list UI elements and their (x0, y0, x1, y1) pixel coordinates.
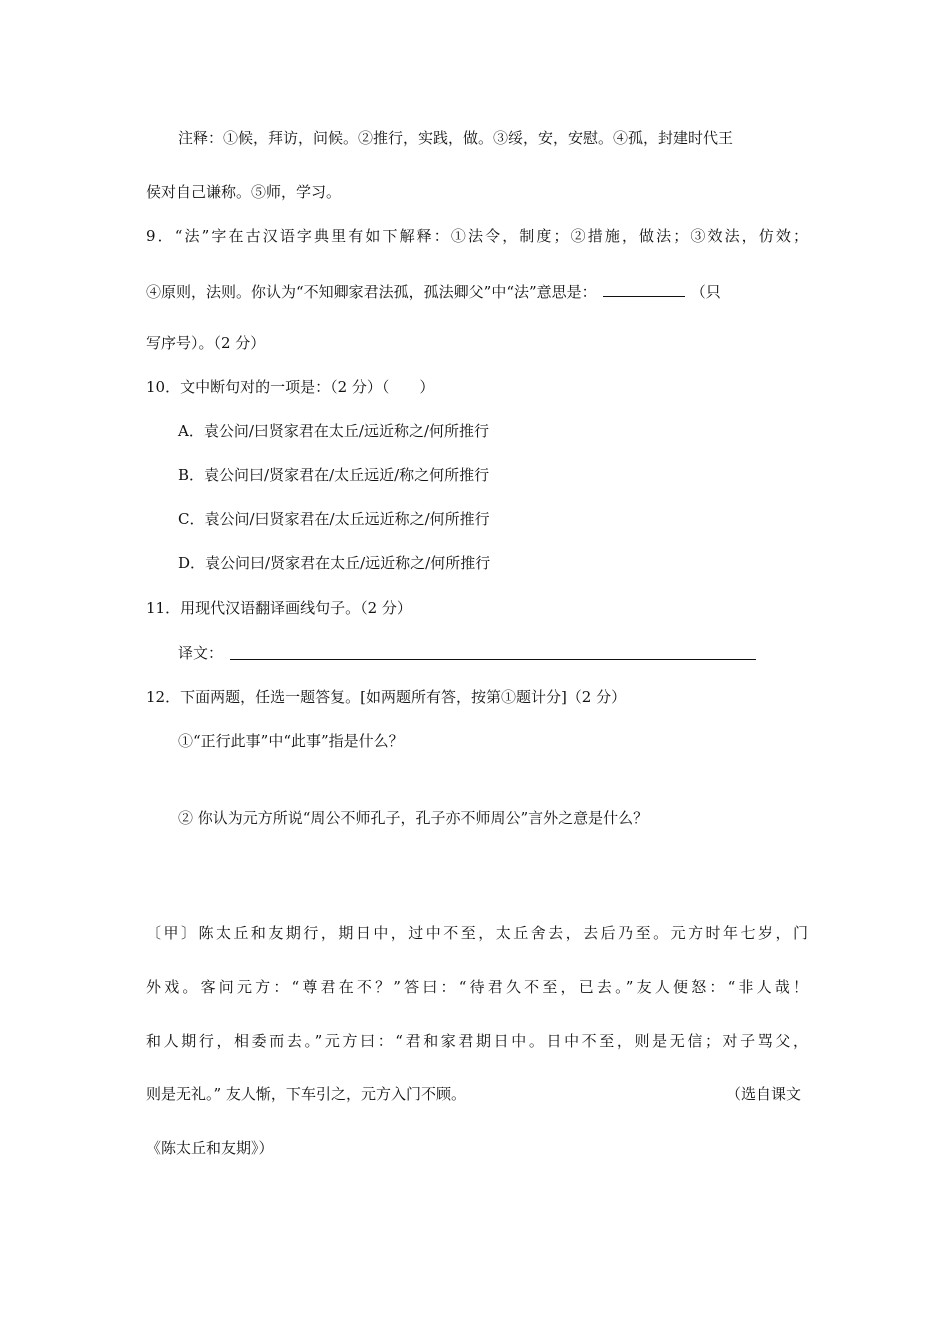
q11-answer-label: 译文： (178, 644, 224, 662)
q10-option-a: A．袁公问/曰贤家君在太丘/远近称之/何所推行 (178, 422, 489, 440)
passage-line-2: 外戏。客问元方：“尊君在不？”答曰：“待君久不至，已去。”友人便怒：“非人哉！ (146, 978, 808, 996)
notes-line-2: 侯对自己谦称。⑤师，学习。 (146, 183, 342, 201)
q12-sub-1: ①“正行此事”中“此事”指是什么？ (178, 732, 404, 750)
q10-option-b: B．袁公问曰/贤家君在/太丘远近/称之何所推行 (178, 466, 490, 484)
q9-line-2-tail: （只 (690, 283, 721, 301)
q10-option-c: C．袁公问/曰贤家君在/太丘远近称之/何所推行 (178, 510, 490, 528)
q11-answer-line[interactable] (230, 658, 756, 660)
passage-source-title: 《陈太丘和友期》） (146, 1139, 274, 1157)
q10-stem: 10．文中断句对的一项是：（2 分）（ ） (146, 378, 435, 396)
q10-option-d: D．袁公问曰/贤家君在太丘/远近称之/何所推行 (178, 554, 491, 572)
passage-line-4: 则是无礼。” 友人惭，下车引之，元方入门不顾。 (146, 1085, 466, 1103)
notes-line-1: 注释：①候，拜访，问候。②推行，实践，做。③绥，安，安慰。④孤，封建时代王 (178, 129, 734, 147)
q12-stem: 12．下面两题，任选一题答复。[如两题所有答，按第①题计分]（2 分） (146, 688, 627, 706)
q9-line-3: 写序号）。（2 分） (146, 334, 266, 352)
q9-line-2-text: ④原则，法则。你认为“不知卿家君法孤，孤法卿父”中“法”意思是： (146, 283, 597, 301)
q9-line-1: 9．“法”字在古汉语字典里有如下解释：①法令，制度；②措施，做法；③效法，仿效； (146, 227, 808, 245)
q9-line-2 (146, 280, 808, 302)
q9-answer-blank[interactable] (603, 280, 685, 297)
q11-stem: 11．用现代汉语翻译画线句子。（2 分） (146, 599, 412, 617)
passage-line-3: 和人期行，相委而去。”元方曰：“君和家君期日中。日中不至，则是无信；对子骂父， (146, 1032, 808, 1050)
q12-sub-2: ② 你认为元方所说“周公不师孔子，孔子亦不师周公”言外之意是什么？ (178, 809, 649, 827)
passage-source: （选自课文 (726, 1085, 802, 1103)
passage-line-1: 〔甲〕陈太丘和友期行，期日中，过中不至，太丘舍去，去后乃至。元方时年七岁，门 (146, 924, 808, 942)
